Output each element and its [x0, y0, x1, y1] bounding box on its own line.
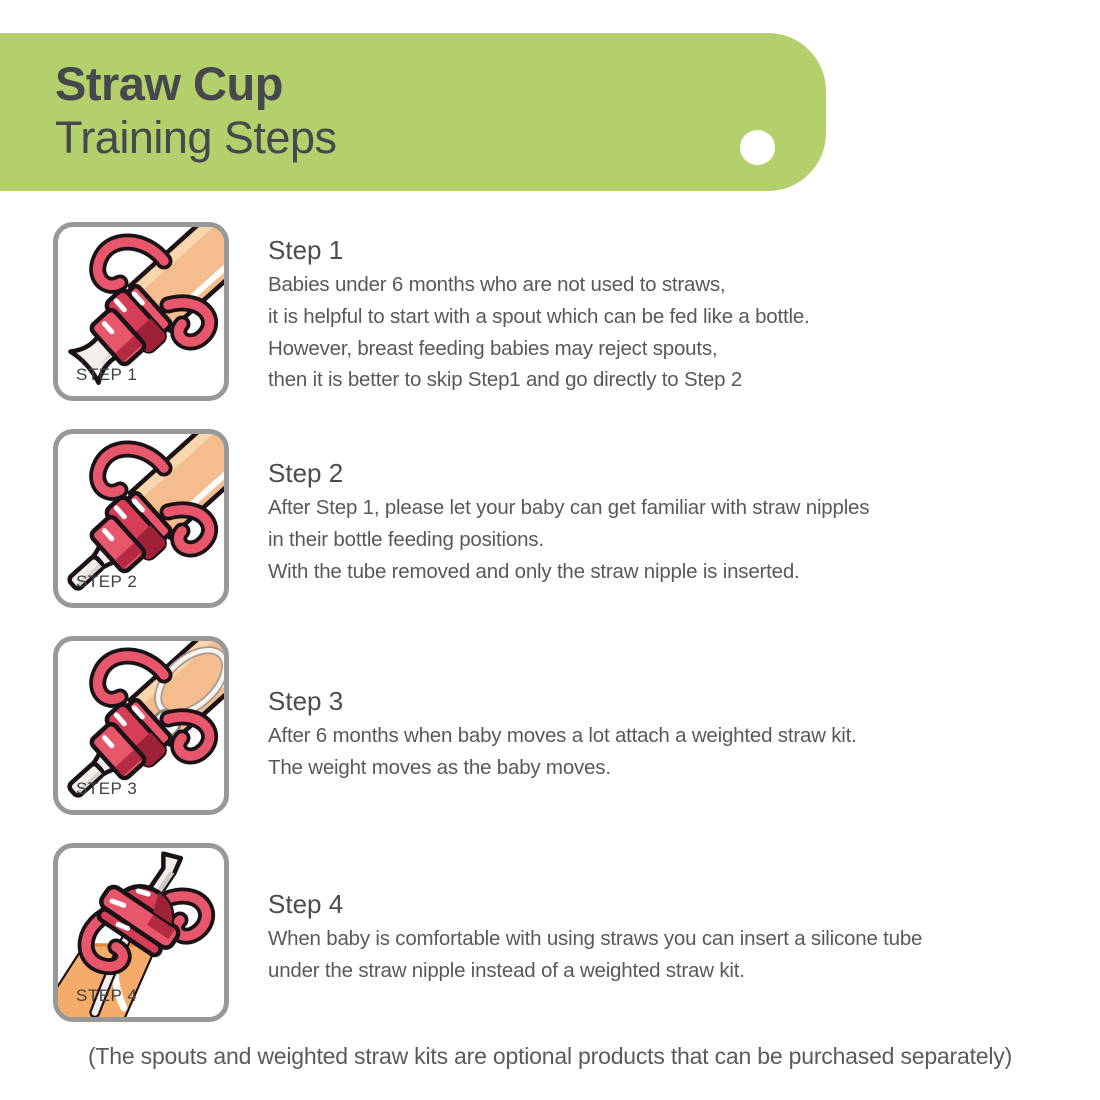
step-4-line: When baby is comfortable with using straws you can insert a silicone tube [268, 927, 923, 950]
step-2-line: in their bottle feeding positions. [268, 527, 544, 551]
step-4-label: STEP 4 [76, 986, 138, 1005]
step-3-illustration-box [53, 636, 229, 815]
step-1-illustration-box [53, 222, 229, 401]
banner-hole-dot [740, 130, 775, 165]
step-4-line: under the straw nipple instead of a weighted straw kit. [268, 958, 745, 982]
page-title [55, 57, 336, 165]
step-1-heading: Step 1 [268, 235, 344, 265]
step-1-line: Babies under 6 months who are not used to straws, [268, 273, 726, 296]
step-1-line: However, breast feeding babies may reject spouts, [268, 336, 718, 360]
title-line-2: Training Steps [55, 112, 337, 163]
step-3-heading: Step 3 [268, 686, 344, 716]
step-2-line: With the tube removed and only the straw nipple is inserted. [268, 559, 800, 583]
step-1-line: then it is better to skip Step1 and go directly to Step 2 [268, 368, 743, 392]
step-2-line: After Step 1, please let your baby can get familiar with straw nipples [268, 496, 870, 519]
footer-note: (The spouts and weighted straw kits are optional products that can be purchased separately) [87, 1043, 1013, 1069]
step-2-heading: Step 2 [268, 458, 344, 488]
step-2-text-block [268, 456, 869, 587]
step-3-line: The weight moves as the baby moves. [268, 755, 611, 779]
step-1-text-block [268, 233, 810, 396]
step-4-text-block [268, 887, 922, 987]
step-4-illustration-box [53, 843, 229, 1022]
step-1-line: it is helpful to start with a spout which can be fed like a bottle. [268, 304, 810, 328]
step-1-label: STEP 1 [76, 365, 138, 384]
step-3-label: STEP 3 [76, 779, 138, 798]
step-3-line: After 6 months when baby moves a lot attach a weighted straw kit. [268, 724, 857, 747]
step-4-heading: Step 4 [268, 889, 344, 919]
step-2-illustration-box [53, 429, 229, 608]
title-line-1: Straw Cup [55, 57, 283, 110]
step-2-label: STEP 2 [76, 572, 138, 591]
step-3-text-block [268, 684, 857, 784]
